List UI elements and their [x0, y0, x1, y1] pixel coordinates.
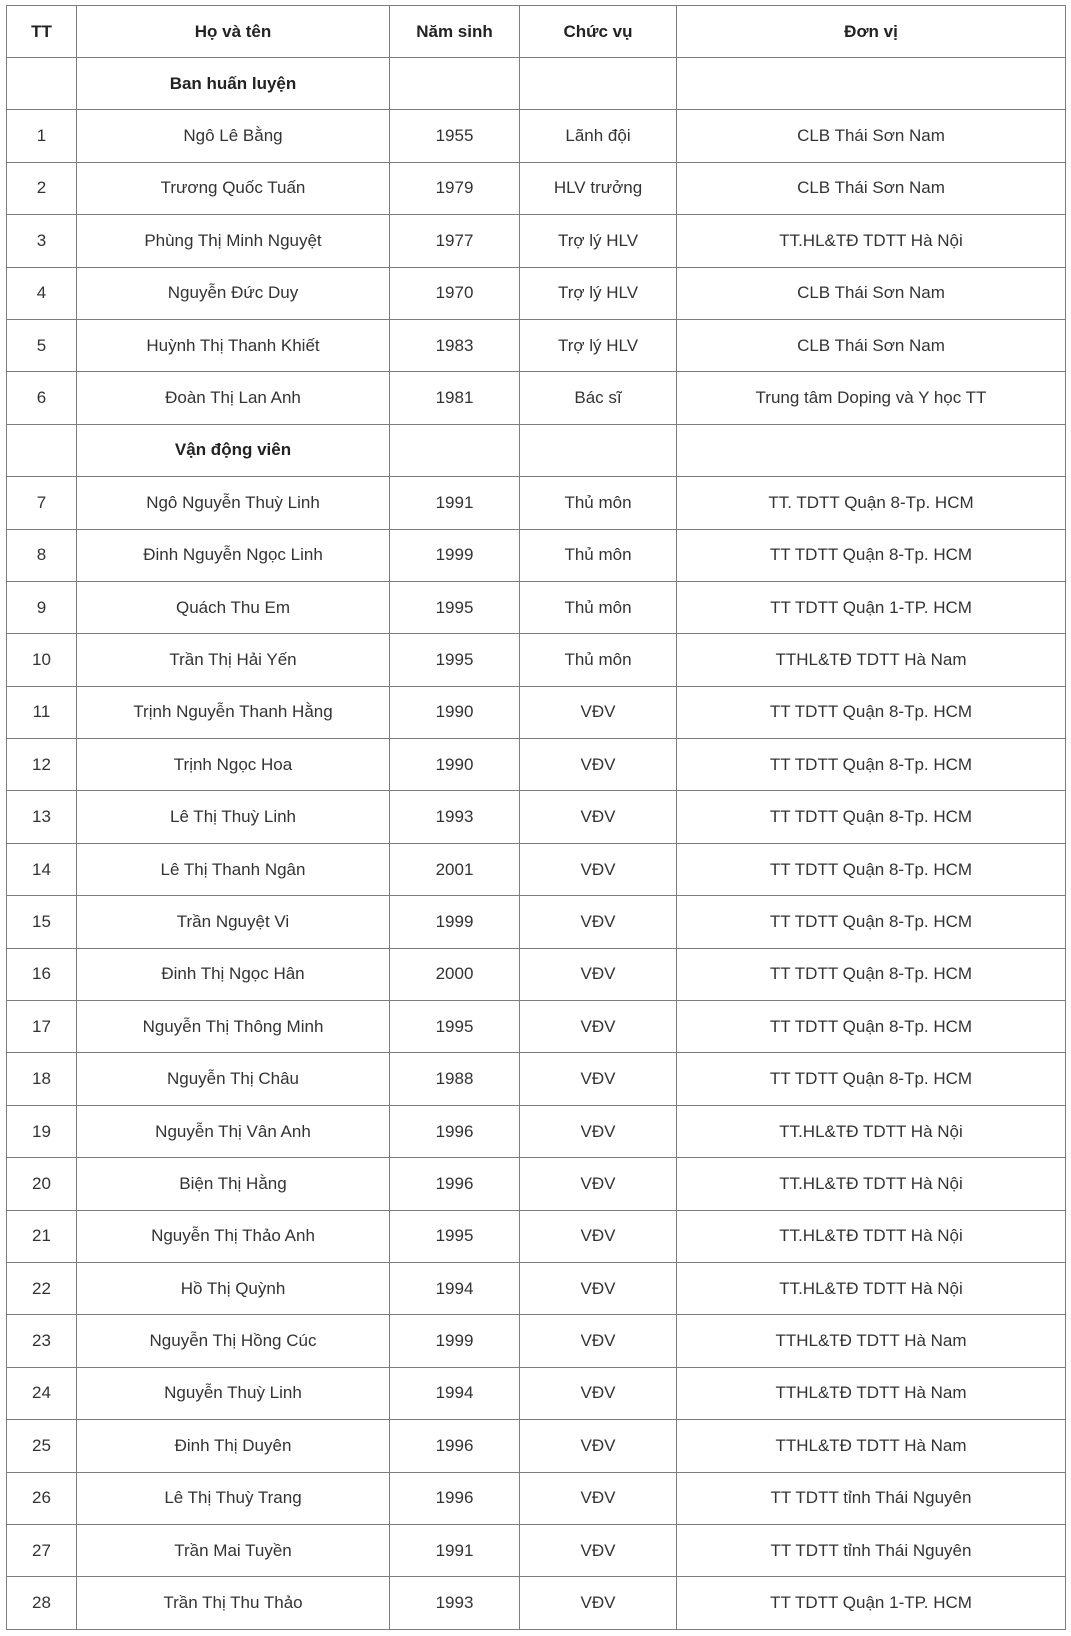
cell-tt: 18 — [7, 1053, 77, 1105]
header-row — [7, 6, 1066, 58]
table-row — [7, 581, 1066, 633]
cell-unit: CLB Thái Sơn Nam — [677, 267, 1066, 319]
cell-unit: CLB Thái Sơn Nam — [677, 162, 1066, 214]
cell-tt: 13 — [7, 791, 77, 843]
cell-name: Ngô Lê Bằng — [77, 110, 390, 162]
cell-tt: 22 — [7, 1262, 77, 1314]
cell-tt: 28 — [7, 1577, 77, 1629]
cell-year: 1995 — [390, 1210, 520, 1262]
cell-year: 1995 — [390, 581, 520, 633]
cell-tt: 9 — [7, 581, 77, 633]
cell-year: 1996 — [390, 1158, 520, 1210]
cell-tt: 15 — [7, 896, 77, 948]
cell-year: 1988 — [390, 1053, 520, 1105]
table-row — [7, 267, 1066, 319]
header-year: Năm sinh — [390, 6, 520, 58]
table-row — [7, 215, 1066, 267]
cell-role: Trợ lý HLV — [520, 267, 677, 319]
cell-role: Trợ lý HLV — [520, 319, 677, 371]
table-row — [7, 1001, 1066, 1053]
empty-cell — [677, 424, 1066, 476]
empty-cell — [7, 424, 77, 476]
cell-role: VĐV — [520, 791, 677, 843]
cell-year: 1996 — [390, 1105, 520, 1157]
cell-name: Hồ Thị Quỳnh — [77, 1262, 390, 1314]
cell-tt: 10 — [7, 634, 77, 686]
cell-year: 1994 — [390, 1367, 520, 1419]
table-row — [7, 529, 1066, 581]
cell-role: Thủ môn — [520, 634, 677, 686]
cell-year: 1990 — [390, 739, 520, 791]
cell-tt: 20 — [7, 1158, 77, 1210]
cell-role: VĐV — [520, 1105, 677, 1157]
cell-year: 1955 — [390, 110, 520, 162]
cell-year: 1991 — [390, 1524, 520, 1576]
cell-tt: 25 — [7, 1420, 77, 1472]
cell-unit: TT TDTT Quận 1-TP. HCM — [677, 581, 1066, 633]
empty-cell — [520, 424, 677, 476]
cell-year: 1970 — [390, 267, 520, 319]
cell-name: Đoàn Thị Lan Anh — [77, 372, 390, 424]
cell-role: Thủ môn — [520, 477, 677, 529]
table-row — [7, 686, 1066, 738]
cell-tt: 14 — [7, 843, 77, 895]
section-title-row — [7, 58, 1066, 110]
cell-year: 1979 — [390, 162, 520, 214]
cell-name: Nguyễn Thị Vân Anh — [77, 1105, 390, 1157]
cell-name: Trương Quốc Tuấn — [77, 162, 390, 214]
cell-year: 1995 — [390, 634, 520, 686]
cell-unit: TT TDTT Quận 1-TP. HCM — [677, 1577, 1066, 1629]
roster-body — [7, 58, 1066, 1630]
section-title-row — [7, 424, 1066, 476]
empty-cell — [7, 58, 77, 110]
table-row — [7, 1367, 1066, 1419]
cell-unit: TT TDTT tỉnh Thái Nguyên — [677, 1524, 1066, 1576]
empty-cell — [390, 58, 520, 110]
cell-tt: 1 — [7, 110, 77, 162]
cell-role: VĐV — [520, 1210, 677, 1262]
cell-unit: TT.HL&TĐ TDTT Hà Nội — [677, 1210, 1066, 1262]
cell-unit: TT TDTT Quận 8-Tp. HCM — [677, 1053, 1066, 1105]
cell-year: 1981 — [390, 372, 520, 424]
table-row — [7, 1315, 1066, 1367]
cell-tt: 4 — [7, 267, 77, 319]
cell-year: 1991 — [390, 477, 520, 529]
table-row — [7, 1158, 1066, 1210]
table-row — [7, 1053, 1066, 1105]
cell-tt: 27 — [7, 1524, 77, 1576]
cell-tt: 7 — [7, 477, 77, 529]
roster-table — [6, 5, 1066, 1630]
cell-tt: 26 — [7, 1472, 77, 1524]
table-row — [7, 1210, 1066, 1262]
cell-role: VĐV — [520, 1053, 677, 1105]
cell-unit: TT TDTT Quận 8-Tp. HCM — [677, 896, 1066, 948]
table-row — [7, 372, 1066, 424]
header-unit: Đơn vị — [677, 6, 1066, 58]
cell-name: Đinh Thị Duyên — [77, 1420, 390, 1472]
cell-unit: TT TDTT Quận 8-Tp. HCM — [677, 529, 1066, 581]
cell-role: VĐV — [520, 896, 677, 948]
cell-role: VĐV — [520, 843, 677, 895]
cell-unit: TT TDTT Quận 8-Tp. HCM — [677, 791, 1066, 843]
cell-name: Nguyễn Thuỳ Linh — [77, 1367, 390, 1419]
cell-unit: TT.HL&TĐ TDTT Hà Nội — [677, 1262, 1066, 1314]
cell-tt: 12 — [7, 739, 77, 791]
table-row — [7, 1472, 1066, 1524]
cell-role: Thủ môn — [520, 581, 677, 633]
table-row — [7, 1524, 1066, 1576]
cell-year: 1990 — [390, 686, 520, 738]
cell-tt: 2 — [7, 162, 77, 214]
cell-unit: TTHL&TĐ TDTT Hà Nam — [677, 1367, 1066, 1419]
cell-tt: 3 — [7, 215, 77, 267]
cell-name: Trịnh Nguyễn Thanh Hằng — [77, 686, 390, 738]
cell-unit: TT.HL&TĐ TDTT Hà Nội — [677, 1158, 1066, 1210]
table-row — [7, 1577, 1066, 1629]
cell-unit: TT TDTT tỉnh Thái Nguyên — [677, 1472, 1066, 1524]
cell-name: Ngô Nguyễn Thuỳ Linh — [77, 477, 390, 529]
cell-unit: CLB Thái Sơn Nam — [677, 319, 1066, 371]
cell-year: 1996 — [390, 1472, 520, 1524]
header-name: Họ và tên — [77, 6, 390, 58]
cell-name: Nguyễn Thị Hồng Cúc — [77, 1315, 390, 1367]
cell-role: Bác sĩ — [520, 372, 677, 424]
empty-cell — [677, 58, 1066, 110]
table-row — [7, 162, 1066, 214]
cell-name: Biện Thị Hằng — [77, 1158, 390, 1210]
cell-name: Nguyễn Thị Thông Minh — [77, 1001, 390, 1053]
section-title: Vận động viên — [77, 424, 390, 476]
header-role: Chức vụ — [520, 6, 677, 58]
section-title: Ban huấn luyện — [77, 58, 390, 110]
cell-name: Trần Thị Hải Yến — [77, 634, 390, 686]
table-row — [7, 843, 1066, 895]
cell-role: Lãnh đội — [520, 110, 677, 162]
cell-unit: TTHL&TĐ TDTT Hà Nam — [677, 634, 1066, 686]
roster-table-container — [6, 5, 1066, 1630]
table-row — [7, 948, 1066, 1000]
cell-role: VĐV — [520, 948, 677, 1000]
cell-role: VĐV — [520, 1367, 677, 1419]
cell-tt: 17 — [7, 1001, 77, 1053]
empty-cell — [390, 424, 520, 476]
cell-name: Phùng Thị Minh Nguyệt — [77, 215, 390, 267]
cell-name: Lê Thị Thuỳ Linh — [77, 791, 390, 843]
cell-tt: 24 — [7, 1367, 77, 1419]
cell-name: Nguyễn Đức Duy — [77, 267, 390, 319]
cell-year: 2000 — [390, 948, 520, 1000]
cell-year: 1999 — [390, 896, 520, 948]
cell-name: Trần Thị Thu Thảo — [77, 1577, 390, 1629]
cell-name: Quách Thu Em — [77, 581, 390, 633]
cell-tt: 23 — [7, 1315, 77, 1367]
cell-unit: Trung tâm Doping và Y học TT — [677, 372, 1066, 424]
cell-name: Lê Thị Thuỳ Trang — [77, 1472, 390, 1524]
cell-role: VĐV — [520, 1158, 677, 1210]
cell-role: VĐV — [520, 686, 677, 738]
cell-name: Trịnh Ngọc Hoa — [77, 739, 390, 791]
cell-tt: 16 — [7, 948, 77, 1000]
cell-unit: TT TDTT Quận 8-Tp. HCM — [677, 739, 1066, 791]
cell-unit: TT. TDTT Quận 8-Tp. HCM — [677, 477, 1066, 529]
cell-unit: TT.HL&TĐ TDTT Hà Nội — [677, 215, 1066, 267]
cell-unit: TT TDTT Quận 8-Tp. HCM — [677, 948, 1066, 1000]
table-row — [7, 319, 1066, 371]
cell-role: HLV trưởng — [520, 162, 677, 214]
table-row — [7, 477, 1066, 529]
cell-unit: TTHL&TĐ TDTT Hà Nam — [677, 1315, 1066, 1367]
table-row — [7, 1262, 1066, 1314]
cell-name: Trần Mai Tuyền — [77, 1524, 390, 1576]
cell-name: Đinh Thị Ngọc Hân — [77, 948, 390, 1000]
cell-unit: TT.HL&TĐ TDTT Hà Nội — [677, 1105, 1066, 1157]
cell-role: VĐV — [520, 739, 677, 791]
cell-unit: TT TDTT Quận 8-Tp. HCM — [677, 686, 1066, 738]
cell-tt: 21 — [7, 1210, 77, 1262]
header-tt: TT — [7, 6, 77, 58]
cell-role: VĐV — [520, 1262, 677, 1314]
cell-year: 1993 — [390, 1577, 520, 1629]
cell-tt: 5 — [7, 319, 77, 371]
cell-year: 1995 — [390, 1001, 520, 1053]
table-row — [7, 1105, 1066, 1157]
cell-tt: 11 — [7, 686, 77, 738]
cell-unit: TT TDTT Quận 8-Tp. HCM — [677, 1001, 1066, 1053]
cell-tt: 8 — [7, 529, 77, 581]
table-row — [7, 1420, 1066, 1472]
cell-year: 2001 — [390, 843, 520, 895]
cell-name: Đinh Nguyễn Ngọc Linh — [77, 529, 390, 581]
cell-role: Thủ môn — [520, 529, 677, 581]
cell-role: VĐV — [520, 1420, 677, 1472]
cell-year: 1977 — [390, 215, 520, 267]
cell-tt: 6 — [7, 372, 77, 424]
cell-name: Trần Nguyệt Vi — [77, 896, 390, 948]
cell-year: 1996 — [390, 1420, 520, 1472]
cell-year: 1993 — [390, 791, 520, 843]
cell-role: VĐV — [520, 1001, 677, 1053]
cell-role: VĐV — [520, 1315, 677, 1367]
cell-unit: TT TDTT Quận 8-Tp. HCM — [677, 843, 1066, 895]
cell-role: VĐV — [520, 1577, 677, 1629]
cell-name: Lê Thị Thanh Ngân — [77, 843, 390, 895]
cell-name: Nguyễn Thị Thảo Anh — [77, 1210, 390, 1262]
table-row — [7, 896, 1066, 948]
cell-year: 1999 — [390, 1315, 520, 1367]
cell-unit: TTHL&TĐ TDTT Hà Nam — [677, 1420, 1066, 1472]
table-row — [7, 110, 1066, 162]
cell-year: 1999 — [390, 529, 520, 581]
cell-tt: 19 — [7, 1105, 77, 1157]
cell-role: VĐV — [520, 1472, 677, 1524]
table-row — [7, 791, 1066, 843]
cell-year: 1994 — [390, 1262, 520, 1314]
cell-role: Trợ lý HLV — [520, 215, 677, 267]
cell-name: Huỳnh Thị Thanh Khiết — [77, 319, 390, 371]
cell-name: Nguyễn Thị Châu — [77, 1053, 390, 1105]
cell-year: 1983 — [390, 319, 520, 371]
table-row — [7, 739, 1066, 791]
empty-cell — [520, 58, 677, 110]
table-row — [7, 634, 1066, 686]
cell-unit: CLB Thái Sơn Nam — [677, 110, 1066, 162]
cell-role: VĐV — [520, 1524, 677, 1576]
